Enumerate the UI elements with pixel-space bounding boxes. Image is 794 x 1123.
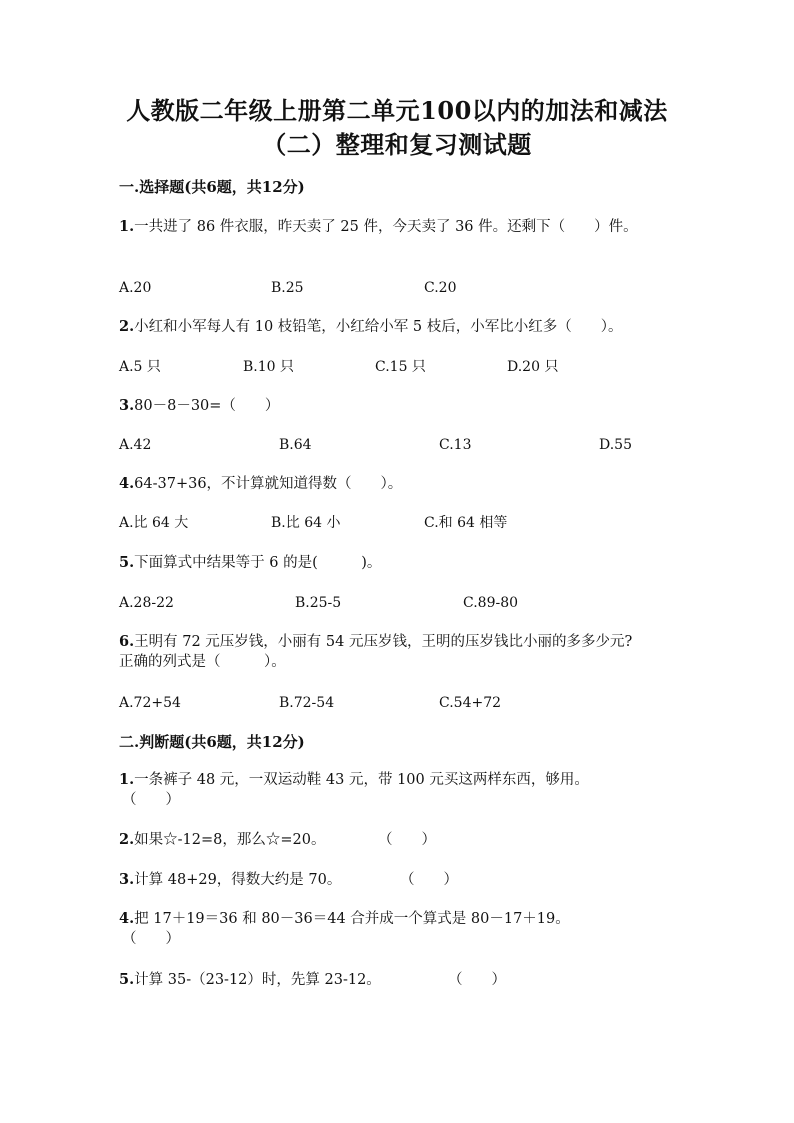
option-b: B.72-54 [279, 695, 335, 711]
option-c: C.20 [424, 280, 457, 296]
worksheet-title-line1: 人教版二年级上册第二单元100以内的加法和减法 [126, 96, 668, 125]
question-text: 下面算式中结果等于 6 的是( )。 [134, 555, 382, 571]
option-c: C.15 只 [375, 359, 426, 375]
option-a: A.比 64 大 [119, 515, 189, 531]
option-c: C.54+72 [439, 695, 502, 711]
question-text: 计算 35-（23-12）时，先算 23-12。 [134, 972, 381, 988]
question-text: 如果☆-12=8，那么☆=20。 [134, 832, 326, 848]
question-text: 80－8－30=（ ） [134, 398, 280, 414]
option-a: A.5 只 [119, 359, 161, 375]
question-number: 5. [119, 971, 135, 988]
option-c: C.13 [439, 437, 472, 453]
question-text: 小红和小军每人有 10 枝铅笔，小红给小军 5 枝后，小军比小红多（ ）。 [134, 319, 623, 335]
question-number: 1. [119, 771, 135, 788]
option-a: A.28-22 [119, 595, 174, 611]
question-number: 5. [119, 554, 135, 571]
question-text: 王明有 72 元压岁钱，小丽有 54 元压岁钱，王明的压岁钱比小丽的多多少元? [134, 634, 633, 650]
section-heading-choice: 一.选择题(共6题，共12分) [119, 178, 305, 196]
judgement-4-bracket: （ ） [122, 931, 180, 947]
question-number: 3. [119, 397, 135, 414]
option-c: C.和 64 相等 [424, 515, 508, 531]
judgement-5-bracket: （ ） [448, 972, 506, 988]
judgement-5 [119, 969, 689, 991]
judgement-4 [119, 908, 689, 930]
option-a: A.20 [119, 280, 152, 296]
question-2 [119, 316, 689, 338]
option-a: A.72+54 [119, 695, 181, 711]
question-text: 一条裤子 48 元，一双运动鞋 43 元，带 100 元买这两样东西，够用。 [134, 772, 589, 788]
question-number: 4. [119, 910, 135, 927]
judgement-2-bracket: （ ） [378, 832, 436, 848]
question-number: 3. [119, 871, 135, 888]
question-number: 2. [119, 318, 135, 335]
question-text: 一共进了 86 件衣服，昨天卖了 25 件，今天卖了 36 件。还剩下（ ）件。 [134, 219, 638, 235]
question-4 [119, 473, 689, 495]
judgement-1 [119, 769, 689, 791]
option-a: A.42 [119, 437, 152, 453]
option-d: D.20 只 [507, 359, 559, 375]
question-6 [119, 631, 689, 653]
judgement-3-bracket: （ ） [400, 872, 458, 888]
section-heading-judgement: 二.判断题(共6题，共12分) [119, 733, 305, 751]
question-5 [119, 552, 689, 574]
question-text: 把 17＋19＝36 和 80－36＝44 合并成一个算式是 80－17＋19。 [134, 911, 570, 927]
question-6-continuation: 正确的列式是（ ）。 [119, 654, 286, 670]
question-number: 2. [119, 831, 135, 848]
option-b: B.64 [279, 437, 312, 453]
question-1 [119, 216, 689, 238]
question-text: 计算 48+29，得数大约是 70。 [134, 872, 342, 888]
question-number: 6. [119, 633, 135, 650]
option-b: B.10 只 [243, 359, 295, 375]
option-d: D.55 [599, 437, 632, 453]
option-c: C.89-80 [463, 595, 519, 611]
question-number: 4. [119, 475, 135, 492]
option-b: B.25 [271, 280, 304, 296]
question-text: 64-37+36，不计算就知道得数（ ）。 [134, 476, 403, 492]
worksheet-title-line2: （二）整理和复习测试题 [262, 130, 532, 159]
option-b: B.比 64 小 [271, 515, 341, 531]
question-3 [119, 395, 689, 417]
question-number: 1. [119, 218, 135, 235]
judgement-1-bracket: （ ） [122, 792, 180, 808]
option-b: B.25-5 [295, 595, 342, 611]
